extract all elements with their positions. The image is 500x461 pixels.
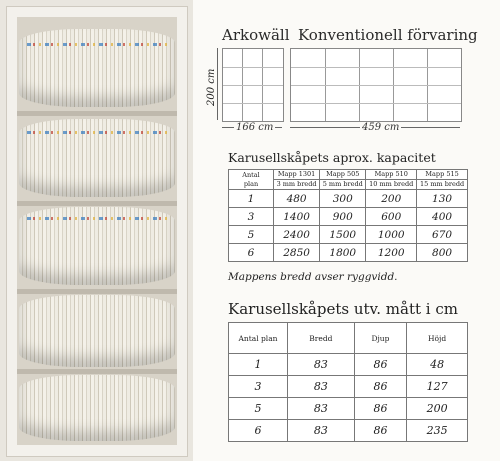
table-cell: 900 xyxy=(320,208,366,226)
table-cell: 1500 xyxy=(320,226,366,244)
table-cell: 2850 xyxy=(274,244,320,262)
arkowall-label: Arkowäll xyxy=(222,26,290,44)
carousel-cabinet-photo xyxy=(0,0,193,461)
cabinet-frame xyxy=(6,6,188,457)
column-subheader: 10 mm bredd xyxy=(366,180,417,190)
table-cell: 5 xyxy=(229,226,274,244)
table-cell: 6 xyxy=(229,420,288,442)
table-cell: 300 xyxy=(320,190,366,208)
table-cell: 83 xyxy=(288,420,355,442)
shelf-divider xyxy=(17,289,177,294)
column-subheader: 3 mm bredd xyxy=(274,180,320,190)
table-cell: 1400 xyxy=(274,208,320,226)
table-row xyxy=(229,354,468,376)
table-cell: 83 xyxy=(288,354,355,376)
konventionell-label: Konventionell förvaring xyxy=(298,26,478,44)
carousel-tier xyxy=(19,207,175,285)
table-cell: 83 xyxy=(288,376,355,398)
table-cell: 800 xyxy=(417,244,468,262)
table-row xyxy=(229,190,468,208)
table-cell: 1800 xyxy=(320,244,366,262)
table-cell: 670 xyxy=(417,226,468,244)
table-cell: 1200 xyxy=(366,244,417,262)
height-dimension-label: 200 cm xyxy=(206,68,217,106)
table-cell: 200 xyxy=(366,190,417,208)
arkowall-rack-drawing xyxy=(222,48,284,122)
shelf-divider xyxy=(17,201,177,206)
carousel-tier xyxy=(19,119,175,197)
column-header: Höjd xyxy=(407,323,468,354)
table-cell: 86 xyxy=(354,420,406,442)
column-header: Mapp 510 xyxy=(366,170,417,180)
column-subheader: 5 mm bredd xyxy=(320,180,366,190)
table-header-row xyxy=(229,323,468,354)
column-header: Antal plan xyxy=(229,323,288,354)
carousel-tier xyxy=(19,375,175,441)
carousel-tier xyxy=(19,295,175,367)
table-cell: 200 xyxy=(407,398,468,420)
table-cell: 400 xyxy=(417,208,468,226)
table-cell: 480 xyxy=(274,190,320,208)
table-row xyxy=(229,398,468,420)
dimension-table-title: Karusellskåpets utv. mått i cm xyxy=(228,300,458,318)
table-cell: 1 xyxy=(229,354,288,376)
table-cell: 2400 xyxy=(274,226,320,244)
height-dimension-line xyxy=(217,48,218,120)
table-cell: 1 xyxy=(229,190,274,208)
column-header: Mapp 1301 xyxy=(274,170,320,180)
antal-plan-header: Antal plan xyxy=(229,170,274,190)
table-cell: 127 xyxy=(407,376,468,398)
table-cell: 3 xyxy=(229,376,288,398)
table-cell: 83 xyxy=(288,398,355,420)
konventionell-rack-drawing xyxy=(290,48,462,122)
capacity-table-title: Karusellskåpets aprox. kapacitet xyxy=(228,150,436,165)
table-cell: 3 xyxy=(229,208,274,226)
arkowall-width-label: 166 cm xyxy=(236,122,274,133)
table-cell: 86 xyxy=(354,354,406,376)
carousel-tier xyxy=(19,29,175,107)
konventionell-width-label: 459 cm xyxy=(362,122,400,133)
column-header: Bredd xyxy=(288,323,355,354)
table-cell: 48 xyxy=(407,354,468,376)
info-panel xyxy=(200,0,498,461)
table-row xyxy=(229,226,468,244)
column-header: Mapp 515 xyxy=(417,170,468,180)
table-cell: 5 xyxy=(229,398,288,420)
table-row xyxy=(229,244,468,262)
column-header: Djup xyxy=(354,323,406,354)
table-cell: 130 xyxy=(417,190,468,208)
table-cell: 600 xyxy=(366,208,417,226)
table-row xyxy=(229,376,468,398)
shelf-divider xyxy=(17,369,177,374)
shelf-divider xyxy=(17,111,177,116)
dimension-table xyxy=(228,322,468,442)
table-cell: 6 xyxy=(229,244,274,262)
table-cell: 86 xyxy=(354,398,406,420)
capacity-table xyxy=(228,169,468,262)
table-cell: 235 xyxy=(407,420,468,442)
table-cell: 86 xyxy=(354,376,406,398)
table-cell: 1000 xyxy=(366,226,417,244)
column-header: Mapp 505 xyxy=(320,170,366,180)
capacity-note: Mappens bredd avser ryggvidd. xyxy=(228,271,398,283)
table-header-row xyxy=(229,170,468,180)
table-row xyxy=(229,420,468,442)
column-subheader: 15 mm bredd xyxy=(417,180,468,190)
table-row xyxy=(229,208,468,226)
cabinet-interior xyxy=(17,17,177,445)
